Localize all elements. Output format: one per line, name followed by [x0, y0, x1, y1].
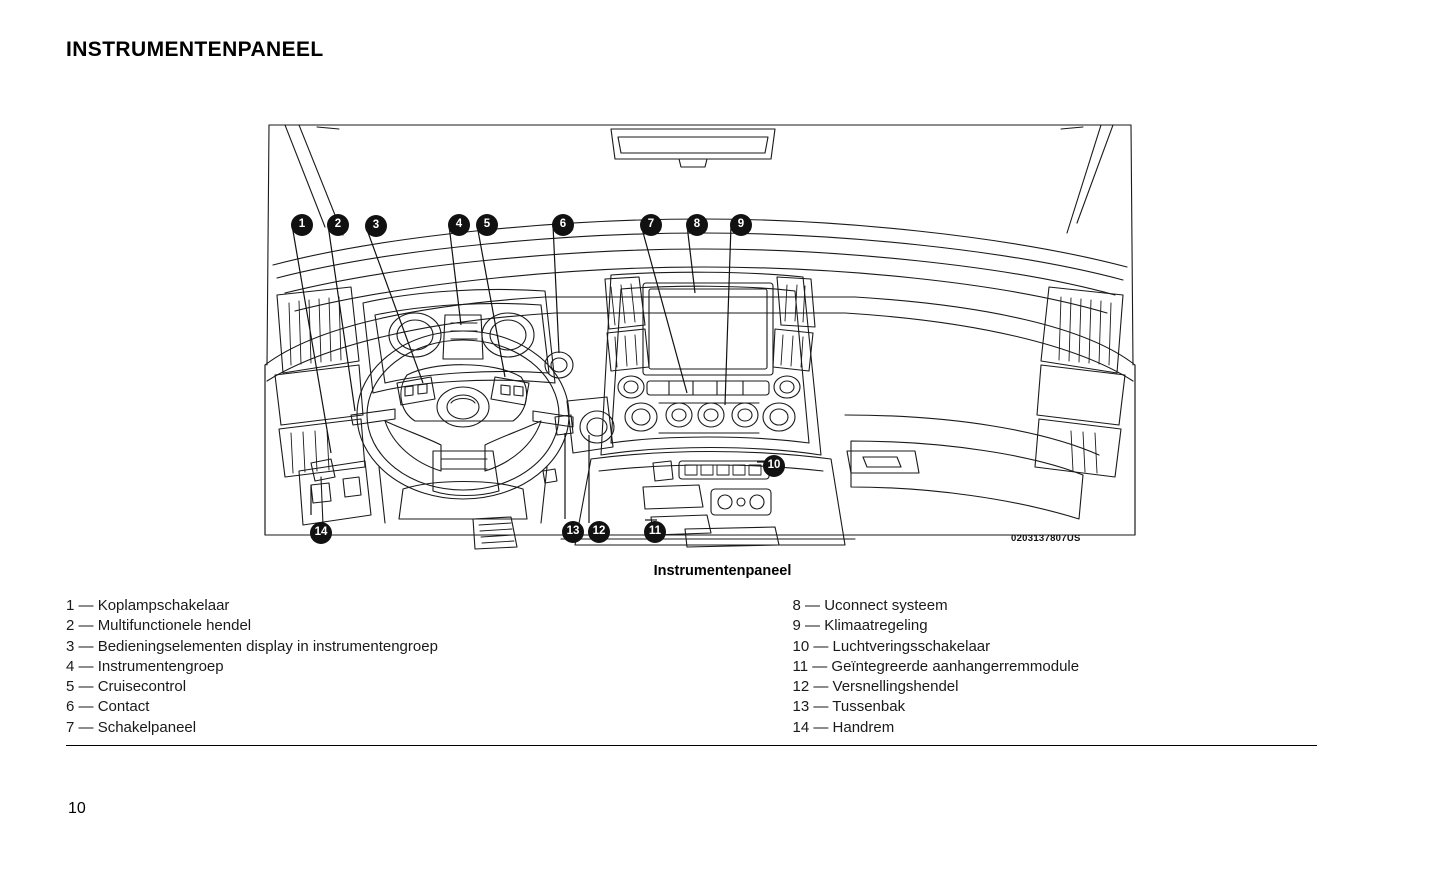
legend-number: 9 [792, 617, 801, 635]
callout-11: 11 [644, 521, 666, 543]
callout-9: 9 [730, 214, 752, 236]
callout-4: 4 [448, 214, 470, 236]
callout-12: 12 [588, 521, 610, 543]
legend-dash: — [805, 617, 821, 635]
footer-divider [66, 745, 1317, 746]
legend-dash: — [78, 718, 94, 736]
legend-item [793, 657, 1380, 677]
legend-number: 4 [66, 657, 75, 675]
legend-number: 2 [66, 617, 75, 635]
legend-item [66, 596, 723, 616]
legend-dash: — [813, 718, 829, 736]
legend-label: Geïntegreerde aanhangerremmodule [831, 657, 1080, 675]
instrument-panel-figure [255, 115, 1145, 555]
legend-item [66, 657, 723, 677]
legend-number: 3 [66, 637, 75, 655]
legend-number: 10 [792, 637, 810, 655]
legend-label: Contact [97, 698, 150, 716]
legend-item [66, 637, 723, 657]
page-title: INSTRUMENTENPANEEL [66, 38, 324, 61]
legend [66, 596, 1379, 738]
callout-10: 10 [763, 455, 785, 477]
legend-dash: — [78, 678, 94, 696]
legend-label: Multifunctionele hendel [97, 617, 252, 635]
legend-label: Cruisecontrol [97, 678, 187, 696]
callout-13: 13 [562, 521, 584, 543]
legend-item [66, 697, 723, 717]
legend-label: Handrem [832, 718, 895, 736]
legend-dash: — [812, 657, 828, 675]
legend-dash: — [78, 637, 94, 655]
legend-dash: — [813, 698, 829, 716]
legend-number: 8 [792, 597, 801, 614]
callout-6: 6 [552, 214, 574, 236]
legend-item [66, 677, 723, 697]
legend-item [793, 697, 1380, 717]
legend-number: 7 [66, 718, 75, 736]
legend-item [793, 718, 1380, 738]
legend-item [66, 718, 723, 738]
legend-number: 1 [66, 597, 75, 614]
legend-column-left [66, 596, 723, 738]
legend-label: Schakelpaneel [97, 718, 197, 736]
callout-2: 2 [327, 214, 349, 236]
legend-label: Luchtveringsschakelaar [832, 637, 991, 655]
legend-number: 13 [792, 698, 810, 716]
legend-label: Tussenbak [832, 698, 906, 716]
legend-label: Koplampschakelaar [97, 597, 230, 614]
legend-number: 6 [66, 698, 75, 716]
legend-number: 11 [792, 657, 809, 675]
legend-dash: — [78, 698, 94, 716]
legend-dash: — [78, 657, 94, 675]
legend-dash: — [78, 597, 94, 614]
callout-14: 14 [310, 522, 332, 544]
legend-number: 5 [66, 678, 75, 696]
callout-5: 5 [476, 214, 498, 236]
legend-item [793, 616, 1380, 636]
legend-label: Instrumentengroep [97, 657, 224, 675]
legend-label: Bedieningselementen display in instrumentengroep [97, 637, 438, 655]
instrument-panel-drawing [255, 115, 1145, 555]
legend-label: Klimaatregeling [824, 617, 928, 635]
legend-dash: — [78, 617, 94, 635]
figure-caption: Instrumentenpaneel [653, 563, 792, 579]
legend-item [793, 677, 1380, 697]
page-number: 10 [68, 800, 86, 817]
figure-part-code: 0203137807US [1011, 533, 1081, 544]
legend-label: Uconnect systeem [824, 597, 948, 614]
legend-item [793, 596, 1380, 616]
callout-8: 8 [686, 214, 708, 236]
legend-column-right [723, 596, 1380, 738]
callout-3: 3 [365, 215, 387, 237]
legend-dash: — [813, 637, 829, 655]
legend-dash: — [813, 678, 829, 696]
legend-number: 14 [792, 718, 810, 736]
callout-7: 7 [640, 214, 662, 236]
legend-dash: — [805, 597, 821, 614]
legend-number: 12 [792, 678, 810, 696]
callout-1: 1 [291, 214, 313, 236]
legend-label: Versnellingshendel [832, 678, 959, 696]
legend-item [66, 616, 723, 636]
legend-item [793, 637, 1380, 657]
